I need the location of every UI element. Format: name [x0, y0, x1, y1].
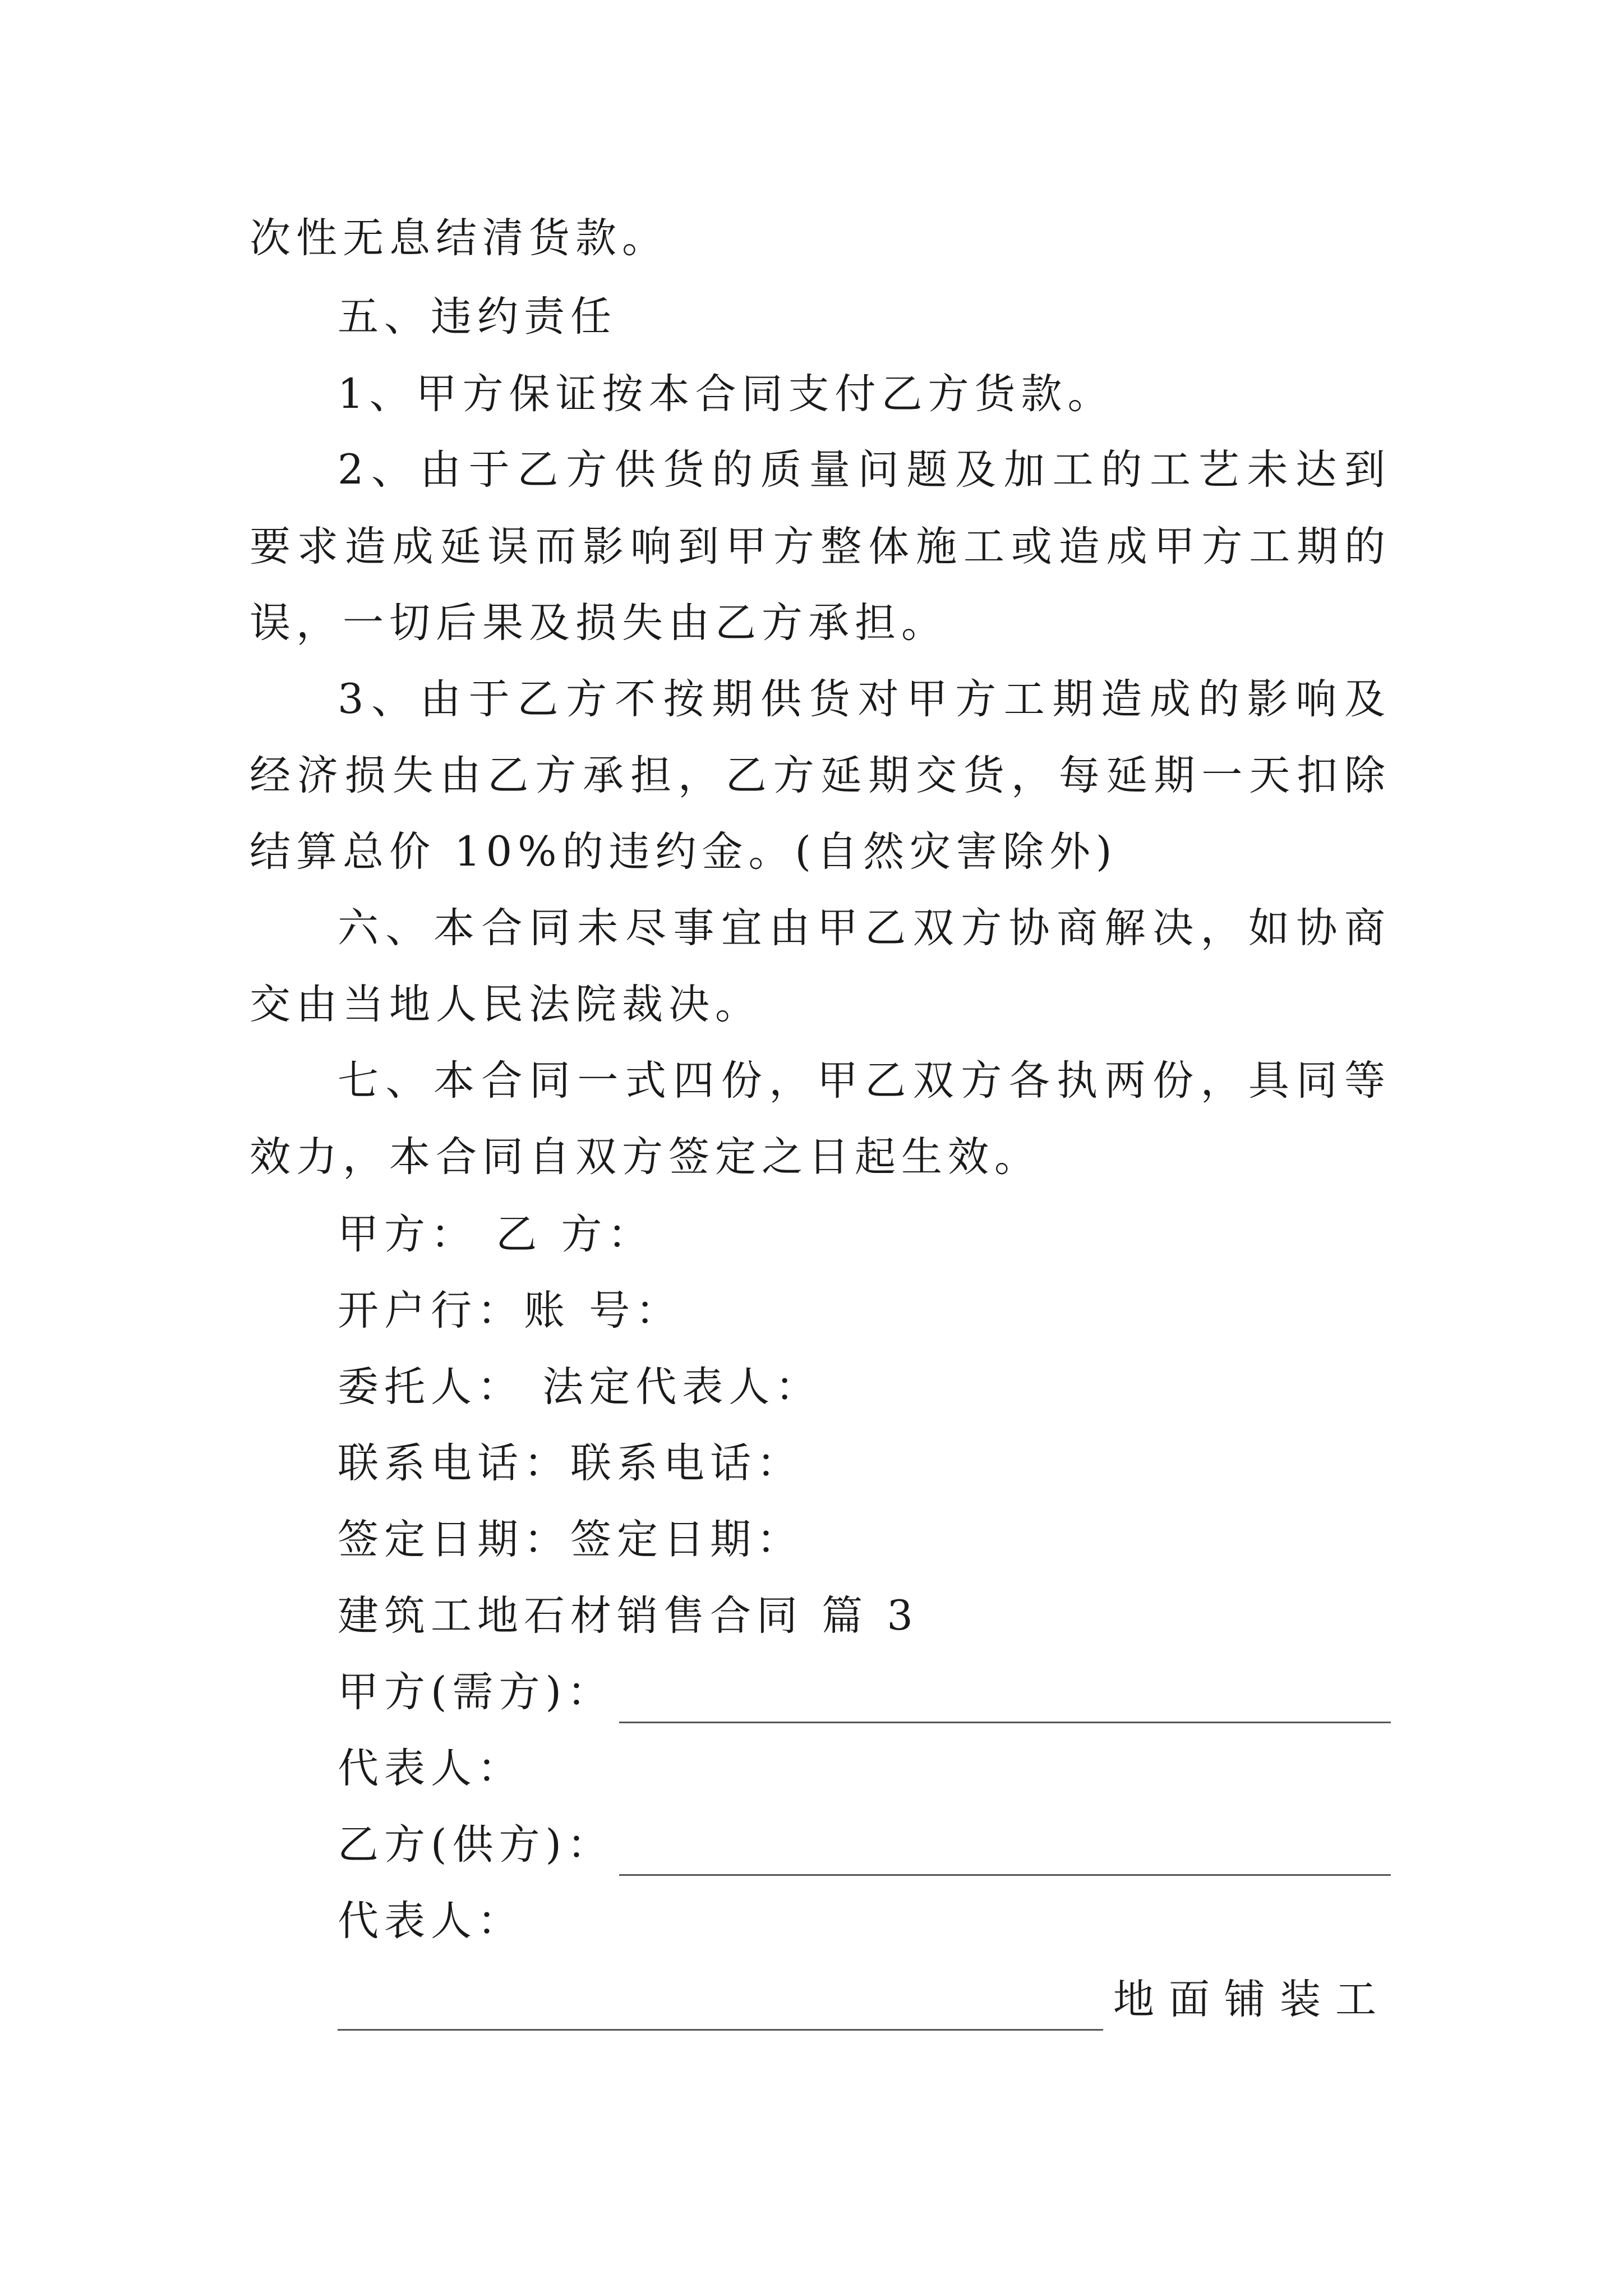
text-line: 六、本合同未尽事宜由甲乙双方协商解决，如协商: [338, 904, 1391, 952]
seller-blank-underline: [619, 1830, 1391, 1876]
trailing-text: 地面铺装工: [1113, 1976, 1391, 2023]
text-line: 2、由于乙方供货的质量问题及加工的工艺未达到: [338, 446, 1391, 494]
trailing-blank-underline: [338, 1985, 1103, 2031]
signature-bank-line: 开户行：账 号：: [338, 1287, 683, 1335]
buyer-label: 甲方(需方)：: [338, 1668, 614, 1716]
signature-phone-line: 联系电话：联系电话：: [338, 1439, 803, 1487]
buyer-representative: 代表人：: [338, 1745, 524, 1792]
buyer-field: [338, 1662, 1391, 1723]
trailing-field: [338, 1969, 1391, 2031]
contract-title: 建筑工地石材销售合同 篇 3: [338, 1592, 919, 1640]
text-line: 次性无息结清货款。: [250, 214, 668, 262]
section-heading-breach: 五、违约责任: [338, 293, 617, 341]
text-line: 1、甲方保证按本合同支付乙方货款。: [338, 370, 1114, 418]
seller-field: [338, 1814, 1391, 1876]
text-line: 结算总价 10%的违约金。(自然灾害除外): [250, 828, 1118, 876]
text-line: 3、由于乙方不按期供货对甲方工期造成的影响及: [338, 675, 1391, 723]
text-line: 七、本合同一式四份，甲乙双方各执两份，具同等: [338, 1057, 1391, 1105]
signature-date-line: 签定日期：签定日期：: [338, 1516, 803, 1563]
text-line: 要求造成延误而影响到甲方整体施工或造成甲方工期的: [250, 523, 1391, 570]
seller-representative: 代表人：: [338, 1897, 524, 1945]
text-line: 交由当地人民法院裁决。: [250, 981, 762, 1028]
signature-agent-line: 委托人： 法定代表人：: [338, 1363, 822, 1411]
text-line: 效力，本合同自双方签定之日起生效。: [250, 1133, 1041, 1181]
text-line: 经济损失由乙方承担，乙方延期交货，每延期一天扣除: [250, 752, 1391, 799]
signature-party-line: 甲方： 乙 方：: [338, 1211, 654, 1258]
buyer-blank-underline: [619, 1678, 1391, 1723]
seller-label: 乙方(供方)：: [338, 1821, 614, 1869]
text-line: 误，一切后果及损失由乙方承担。: [250, 599, 948, 647]
